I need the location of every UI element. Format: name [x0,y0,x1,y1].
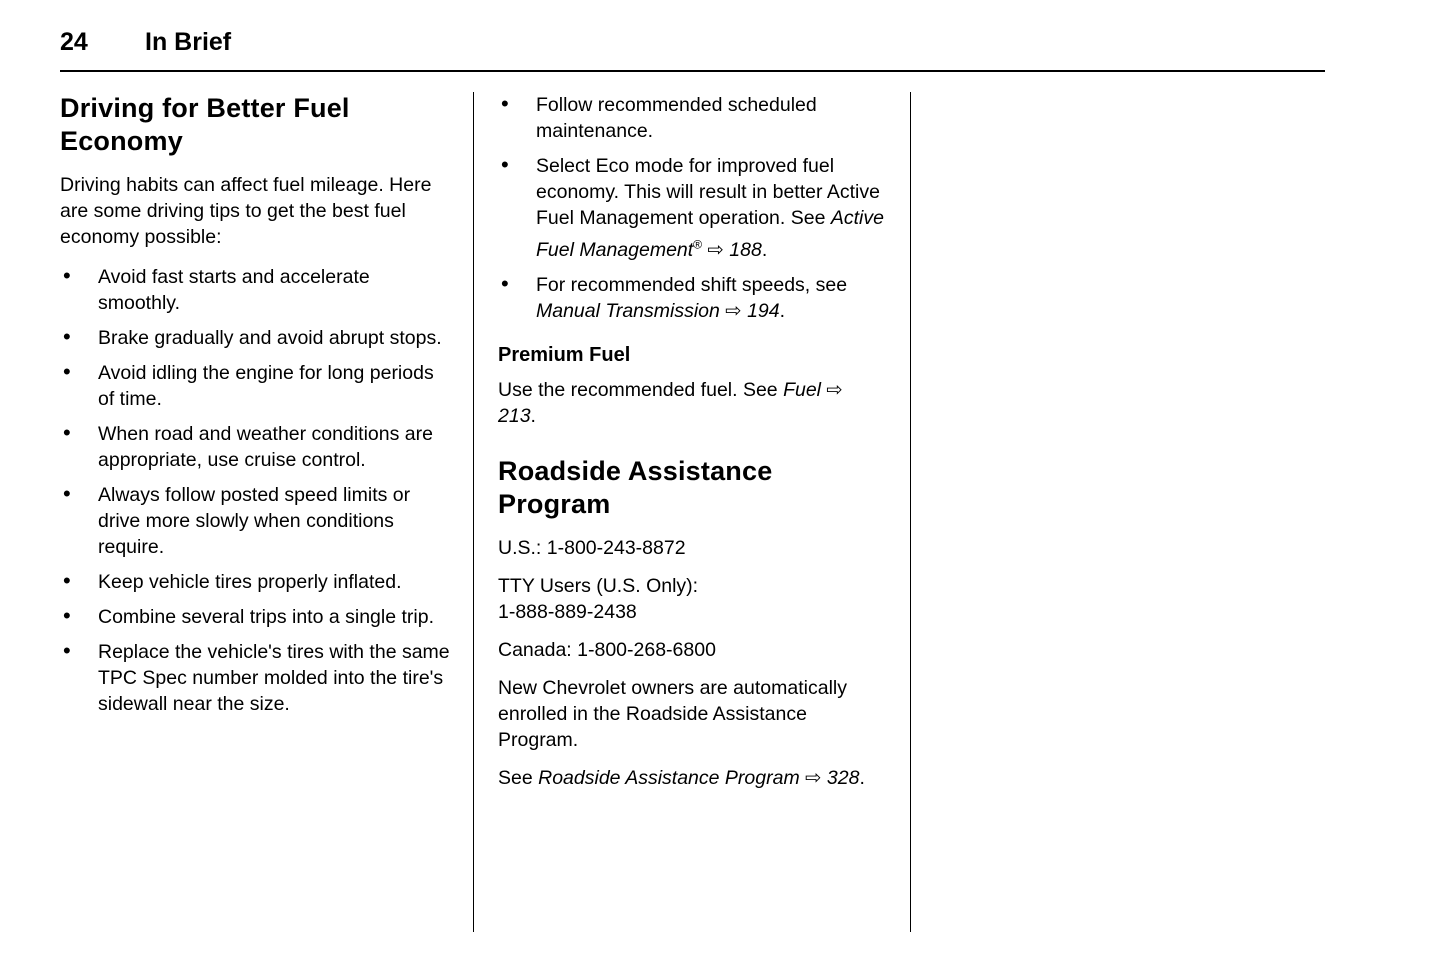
column-1 [60,92,473,932]
list-item-text: Replace the vehicle's tires with the same TPC Spec number molded into the tire's sidewall near the size. [98,641,450,715]
paragraph: New Chevrolet owners are automatically enrolled in the Roadside Assistance Program. [498,676,847,751]
content-columns [60,92,1325,932]
list-item-text: Avoid fast starts and accelerate smoothly. [98,266,370,314]
premium-fuel-heading: Premium Fuel [498,343,631,366]
list-item-text: Follow recommended scheduled maintenance. [536,94,817,142]
list-item [498,92,886,144]
roadside-assistance-heading: Roadside Assistance Program [498,455,773,519]
paragraph: U.S.: 1-800-243-8872 [498,536,686,559]
list-item [60,325,453,351]
list-item-text: For recommended shift speeds, see Manual Transmission ⇨ 194. [536,273,848,322]
list-item [60,360,453,412]
list-item-text: Keep vehicle tires properly inflated. [98,571,402,593]
list-item [60,264,453,316]
list-item [498,153,886,263]
section-title: In Brief [145,28,232,56]
list-item-text: When road and weather conditions are appropriate, use cruise control. [98,423,433,471]
list-item [60,639,453,717]
fuel-economy-tips-list-continued [498,92,886,324]
page-header [60,28,1325,57]
paragraph: Canada: 1-800-268-6800 [498,638,716,661]
intro-paragraph: Driving habits can affect fuel mileage. Here are some driving tips to get the best fuel economy possible: [60,174,432,248]
list-item-text: Combine several trips into a single trip. [98,606,434,628]
page-number: 24 [60,28,88,56]
list-item [60,482,453,560]
list-item-text: Select Eco mode for improved fuel economy. This will result in better Active Fuel Management operation. See Active Fuel Management® ⇨ 188. [536,155,884,261]
list-item-text: Brake gradually and avoid abrupt stops. [98,327,442,349]
fuel-economy-tips-list [60,264,453,717]
column-2 [473,92,910,932]
list-item-text: Avoid idling the engine for long periods of time. [98,362,434,410]
heading-driving-for-better-fuel-economy: Driving for Better Fuel Economy [60,93,350,156]
column-3 [910,92,1325,932]
paragraph: TTY Users (U.S. Only): 1-888-889-2438 [498,574,699,623]
list-item [60,604,453,630]
list-item [60,569,453,595]
roadside-paragraphs [498,535,886,791]
paragraph: See Roadside Assistance Program ⇨ 328. [498,766,865,789]
header-rule [60,70,1325,72]
list-item [498,272,886,324]
list-item-text: Always follow posted speed limits or drive more slowly when conditions require. [98,484,411,558]
list-item [60,421,453,473]
premium-fuel-paragraph: Use the recommended fuel. See Fuel ⇨ 213. [498,378,843,427]
